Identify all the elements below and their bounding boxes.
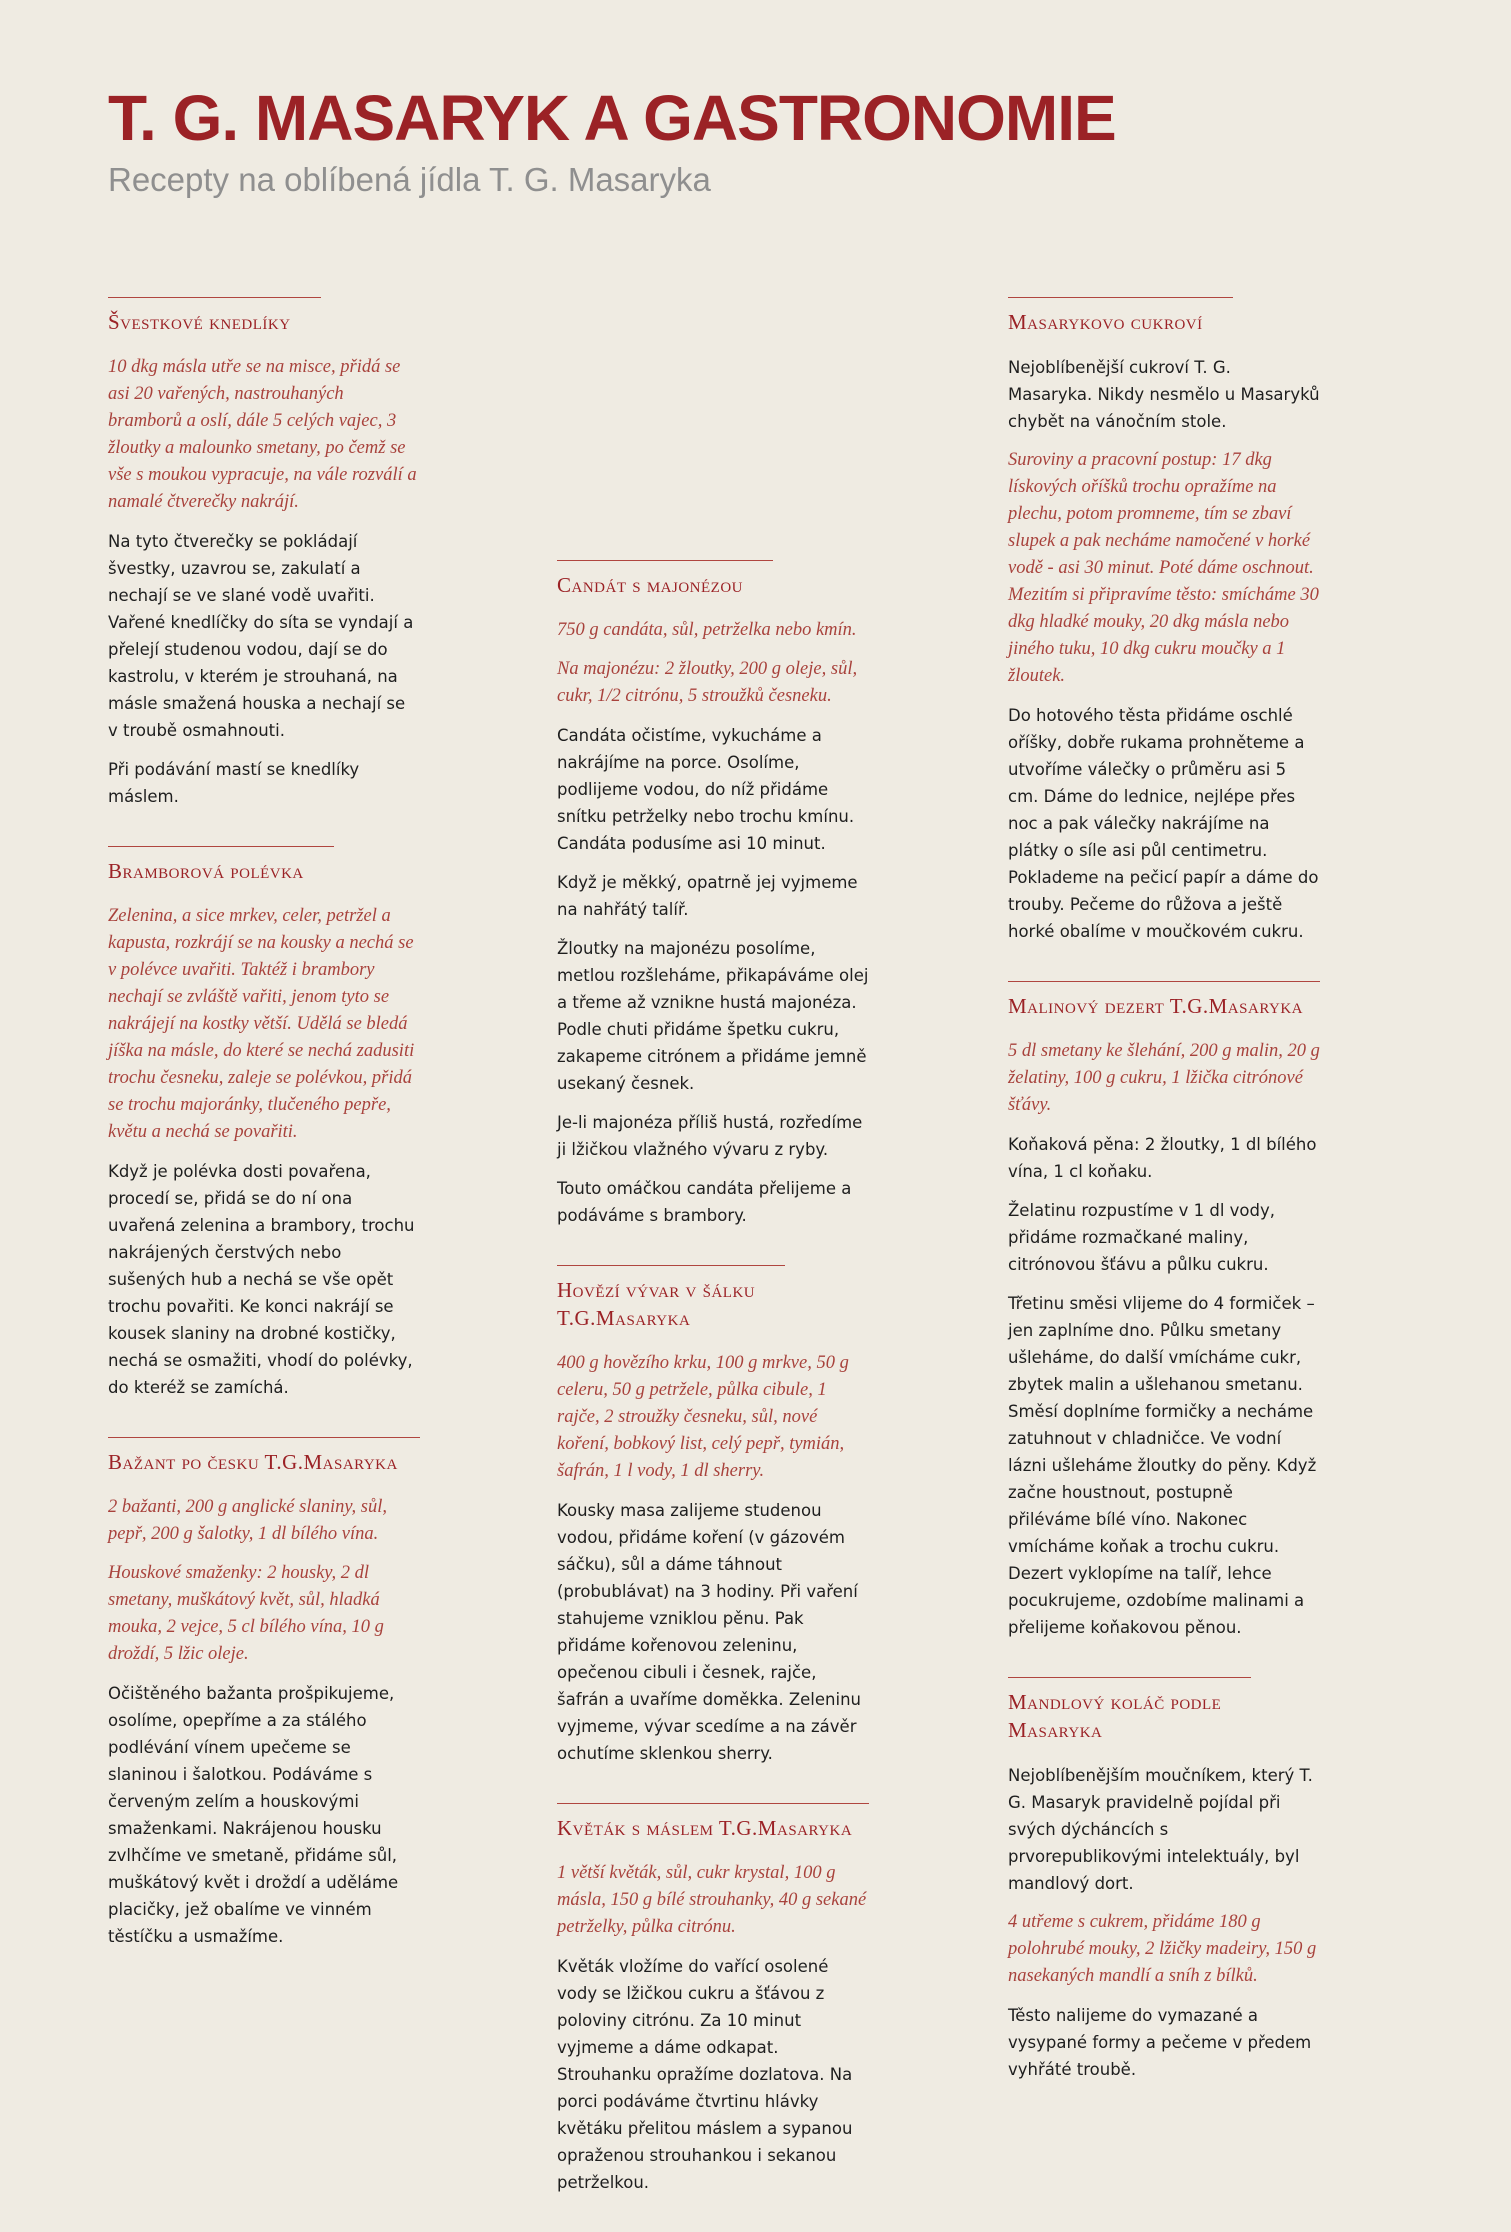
section-divider bbox=[557, 1265, 785, 1266]
recipe-heading: Bramborová polévka bbox=[108, 859, 304, 883]
instructions-text: Touto omáčkou candáta přelijeme a podáváme s brambory. bbox=[557, 1179, 852, 1225]
ingredients-text: 1 větší květák, sůl, cukr krystal, 100 g másla, 150 g bílé strouhanky, 40 g sekané petrželky, půlka citrónu. bbox=[557, 1863, 867, 1937]
recipe-section bbox=[108, 297, 420, 810]
instructions-text: Když je měkký, opatrně jej vyjmeme na nahřátý talíř. bbox=[557, 873, 858, 919]
section-divider bbox=[1008, 297, 1233, 298]
recipe-heading: Mandlový koláč podle Masaryka bbox=[1008, 1690, 1222, 1742]
recipe-section bbox=[557, 1265, 869, 1767]
recipe-section bbox=[108, 1437, 420, 1950]
section-divider bbox=[108, 1437, 420, 1438]
ingredients-text: Na majonézu: 2 žloutky, 200 g oleje, sůl, cukr, 1/2 citrónu, 5 stroužků česneku. bbox=[557, 659, 858, 706]
instructions-text: Je-li majonéza příliš hustá, rozředíme ji lžičkou vlažného vývaru z ryby. bbox=[557, 1113, 863, 1159]
recipe-section bbox=[1008, 981, 1320, 1641]
ingredients-text: 10 dkg másla utře se na misce, přidá se asi 20 vařených, nastrouhaných bramborů a oslí, dále 5 celých vajec, 3 žloutky a malounko smetany, po čemž se vše s moukou vypracuje, na vále rozválí a namalé čtverečky nakrájí. bbox=[108, 357, 417, 512]
instructions-text: Očištěného bažanta prošpikujeme, osolíme, opepříme a za stálého podlévání vínem upečeme se slaninou i šalotkou. Podáváme s červeným zelím a houskovými smaženkami. Nakrájenou housku zvlhčíme ve smetaně, přidáme sůl, muškátový květ i droždí a uděláme placičky, jež obalíme ve vinném těstíčku a usmažíme. bbox=[108, 1684, 399, 1946]
instructions-text: Těsto nalijeme do vymazané a vysypané formy a pečeme v předem vyhřáté troubě. bbox=[1008, 2006, 1312, 2079]
instructions-text: Nejoblíbenějším moučníkem, který T. G. Masaryk pravidelně pojídal při svých dýcháncích s prvorepublikovými intelektuály, byl mandlový dort. bbox=[1008, 1766, 1313, 1893]
recipe-section bbox=[557, 1803, 869, 2196]
instructions-text: Když je polévka dosti povařena, procedí se, přidá se do ní ona uvařená zelenina a brambory, trochu nakrájených čerstvých nebo sušených hub a nechá se vše opět trochu povařiti. Ke konci nakrájí se kousek slaniny na drobné kostičky, nechá se osmažiti, vhodí do polévky, do kteréž se zamíchá. bbox=[108, 1162, 415, 1397]
instructions-text: Candáta očistíme, vykucháme a nakrájíme na porce. Osolíme, podlijeme vodou, do níž přidáme snítku petrželky nebo trochu kmínu. Candáta podusíme asi 10 minut. bbox=[557, 726, 855, 853]
column-right bbox=[1008, 297, 1320, 2119]
instructions-text: Koňaková pěna: 2 žloutky, 1 dl bílého vína, 1 cl koňaku. bbox=[1008, 1135, 1317, 1181]
ingredients-text: 4 utřeme s cukrem, přidáme 180 g polohrubé mouky, 2 lžičky madeiry, 150 g nasekaných mandlí a sníh z bílků. bbox=[1008, 1912, 1317, 1986]
instructions-text: Kousky masa zalijeme studenou vodou, přidáme koření (v gázovém sáčku), sůl a dáme táhnout (probublávat) na 3 hodiny. Při vaření stahujeme vzniklou pěnu. Pak přidáme kořenovou zeleninu, opečenou cibuli i česnek, rajče, šafrán a uvaříme doměkka. Zeleninu vyjmeme, vývar scedíme a na závěr ochutíme sklenkou sherry. bbox=[557, 1501, 862, 1763]
instructions-text: Nejoblíbenější cukroví T. G. Masaryka. Nikdy nesmělo u Masaryků chybět na vánočním stole. bbox=[1008, 358, 1320, 431]
ingredients-text: 2 bažanti, 200 g anglické slaniny, sůl, pepř, 200 g šalotky, 1 dl bílého vína. bbox=[108, 1497, 388, 1544]
instructions-text: Na tyto čtverečky se pokládají švestky, uzavrou se, zakulatí a nechají se ve slané vodě uvařiti. Vařené knedlíčky do síta se vyndají a přelejí studenou vodou, dají se do kastrolu, v kterém je strouhaná, na másle smažená houska a nechají se v troubě osmahnouti. bbox=[108, 532, 414, 740]
recipe-heading: Hovězí vývar v šálku T.G.Masaryka bbox=[557, 1278, 756, 1330]
instructions-text: Želatinu rozpustíme v 1 dl vody, přidáme rozmačkané maliny, citrónovou šťávu a půlku cukru. bbox=[1008, 1201, 1275, 1274]
ingredients-text: Houskové smaženky: 2 housky, 2 dl smetany, muškátový květ, sůl, hladká mouka, 2 vejce, 5 cl bílého vína, 10 g droždí, 5 lžic oleje. bbox=[108, 1563, 384, 1664]
recipe-section bbox=[1008, 297, 1320, 945]
ingredients-text: Suroviny a pracovní postup: 17 dkg lískových oříšků trochu opražíme na plechu, potom promneme, tím se zbaví slupek a pak necháme namočené v horké vodě - asi 30 minut. Poté dáme oschnout. Mezitím si připravíme těsto: smícháme 30 dkg hladké mouky, 20 dkg másla nebo jiného tuku, 10 dkg cukru moučky a 1 žloutek. bbox=[1008, 450, 1319, 686]
recipe-heading: Švestkové knedlíky bbox=[108, 310, 291, 334]
column-left bbox=[108, 297, 420, 1986]
recipe-heading: Masarykovo cukroví bbox=[1008, 310, 1203, 334]
section-divider bbox=[108, 846, 334, 847]
section-divider bbox=[1008, 981, 1320, 982]
column-middle bbox=[557, 560, 869, 2232]
recipe-heading: Candát s majonézou bbox=[557, 573, 744, 597]
ingredients-text: 5 dl smetany ke šlehání, 200 g malin, 20 g želatiny, 100 g cukru, 1 lžička citrónové šťávy. bbox=[1008, 1041, 1320, 1115]
recipe-section bbox=[108, 846, 420, 1401]
ingredients-text: 750 g candáta, sůl, petrželka nebo kmín. bbox=[557, 620, 857, 640]
instructions-text: Květák vložíme do vařící osolené vody se lžičkou cukru a šťávou z poloviny citrónu. Za 10 minut vyjmeme a dáme odkapat. Strouhanku opražíme dozlatova. Na porci podáváme čtvrtinu hlávky květáku přelitou máslem a sypanou opraženou strouhankou i sekanou petrželkou. bbox=[557, 1957, 853, 2192]
instructions-text: Do hotového těsta přidáme oschlé oříšky, dobře rukama prohněteme a utvoříme válečky o průměru asi 5 cm. Dáme do lednice, nejlépe přes noc a pak válečky nakrájíme na plátky o síle asi půl centimetru. Poklademe na pečicí papír a dáme do trouby. Pečeme do růžova a ještě horké obalíme v moučkovém cukru. bbox=[1008, 706, 1319, 941]
recipe-section bbox=[557, 560, 869, 1229]
ingredients-text: Zelenina, a sice mrkev, celer, petržel a kapusta, rozkrájí se na kousky a nechá se v polévce uvařiti. Taktéž i brambory nechají se zvláště vařiti, jenom tyto se nakrájejí na kostky větší. Udělá se bledá jíška na másle, do které se nechá zadusiti trochu česneku, zaleje se polévkou, přidá se trochu majoránky, tlučeného pepře, květu a nechá se povařiti. bbox=[108, 906, 415, 1142]
instructions-text: Při podávání mastí se knedlíky máslem. bbox=[108, 760, 360, 806]
recipe-section bbox=[1008, 1677, 1320, 2083]
instructions-text: Třetinu směsi vlijeme do 4 formiček – jen zaplníme dno. Půlku smetany ušleháme, do další vmícháme cukr, zbytek malin a ušlehanou smetanu. Směsí doplníme formičky a necháme zatuhnout v chladničce. Ve vodní lázni ušleháme žloutky do pěny. Když začne houstnout, postupně přiléváme bílé víno. Nakonec vmícháme koňak a trochu cukru. Dezert vyklopíme na talíř, lehce pocukrujeme, ozdobíme malinami a přelijeme koňakovou pěnou. bbox=[1008, 1294, 1317, 1637]
recipe-heading: Květák s máslem T.G.Masaryka bbox=[557, 1816, 853, 1840]
section-divider bbox=[1008, 1677, 1251, 1678]
page-title: T. G. MASARYK A GASTRONOMIE bbox=[108, 82, 1116, 154]
page-subtitle: Recepty na oblíbená jídla T. G. Masaryka bbox=[108, 161, 711, 198]
recipe-heading: Malinový dezert T.G.Masaryka bbox=[1008, 994, 1303, 1018]
recipe-heading: Bažant po česku T.G.Masaryka bbox=[108, 1450, 398, 1474]
section-divider bbox=[557, 560, 773, 561]
instructions-text: Žloutky na majonézu posolíme, metlou rozšleháme, přikapáváme olej a třeme až vznikne hustá majonéza. Podle chuti přidáme špetku cukru, zakapeme citrónem a přidáme jemně usekaný česnek. bbox=[557, 939, 869, 1093]
ingredients-text: 400 g hovězího krku, 100 g mrkve, 50 g celeru, 50 g petržele, půlka cibule, 1 rajče, 2 stroužky česneku, sůl, nové koření, bobkový list, celý pepř, tymián, šafrán, 1 l vody, 1 dl sherry. bbox=[557, 1353, 849, 1481]
section-divider bbox=[108, 297, 321, 298]
section-divider bbox=[557, 1803, 869, 1804]
